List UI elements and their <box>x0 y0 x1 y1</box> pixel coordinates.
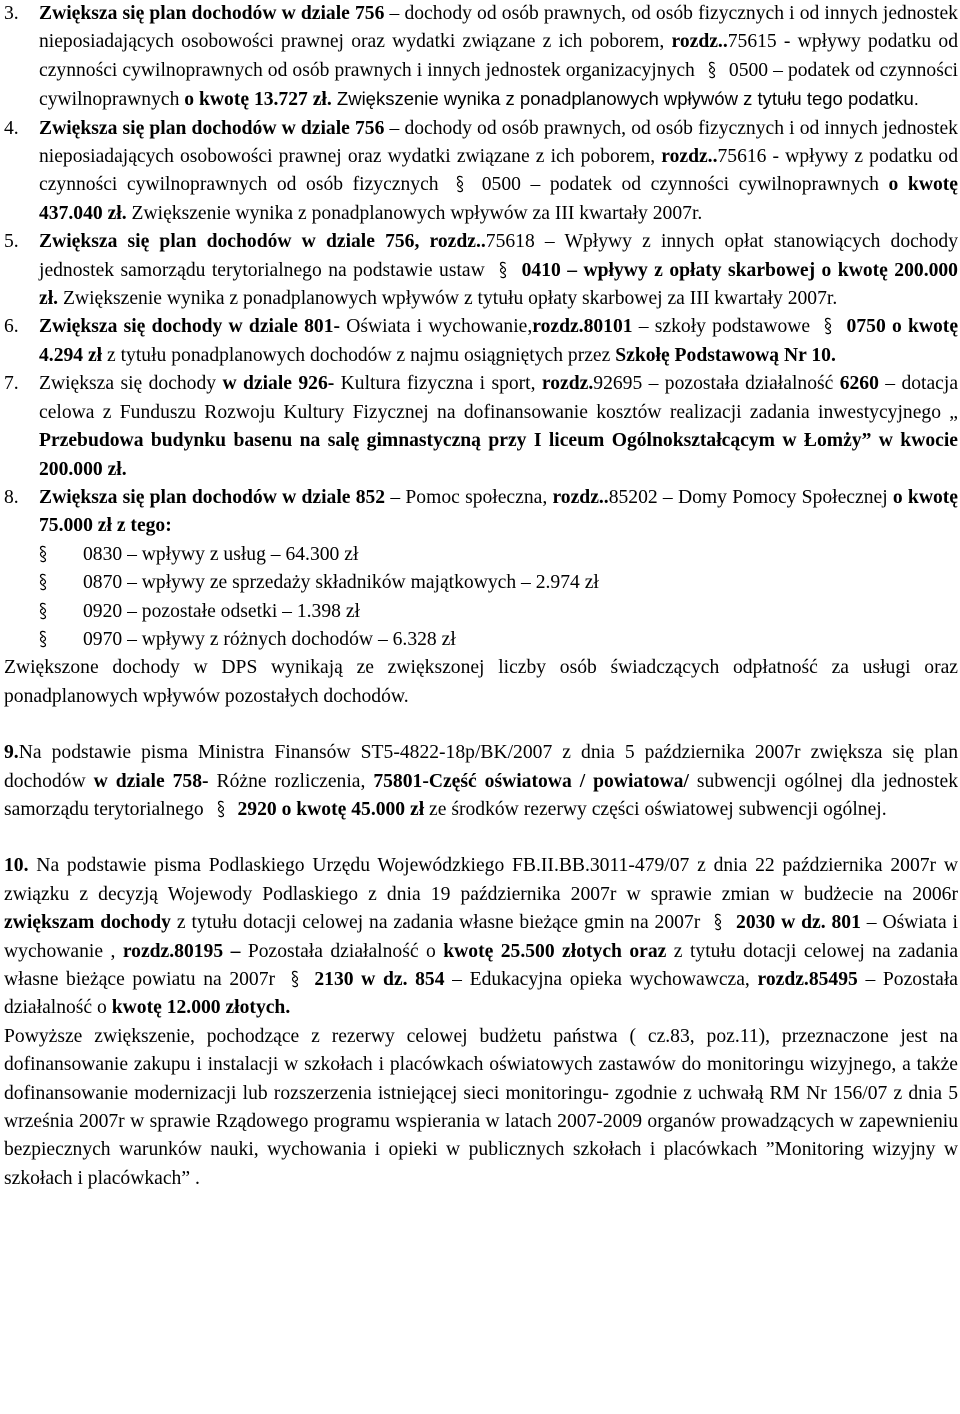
item-8 <box>4 484 958 541</box>
section-sign-icon <box>39 626 83 654</box>
paragraph-code: 2130 w dz. 854 <box>306 969 445 990</box>
item-text <box>39 228 958 313</box>
item-text <box>39 484 958 541</box>
amount: o kwotę 75.000 zł z tego: <box>39 486 958 537</box>
spacer <box>4 824 958 852</box>
item-number: 8. <box>4 486 19 508</box>
text-fragment: 85202 – Domy Pomocy Społecznej <box>608 486 893 508</box>
section-sign-icon <box>491 257 515 285</box>
text-fragment: 75615 - wpływy podatku od czynności cywilnoprawnych od osób prawnych i innych jednostek organizacyjnych <box>39 31 958 81</box>
section-sign-icon <box>39 598 83 626</box>
text-fragment: Różne rozliczenia, <box>208 770 374 792</box>
text-fragment: Oświata i wychowanie, <box>340 316 533 338</box>
item-number: 9. <box>4 742 19 764</box>
text-fragment: 75616 - wpływy z podatku od czynności cywilnoprawnych od osób fizycznych <box>39 146 958 196</box>
amount: o kwotę 13.727 zł. <box>184 89 332 111</box>
section-sign-icon <box>700 57 724 85</box>
amount: 2920 o kwotę 45.000 zł <box>232 798 425 820</box>
sub-item <box>39 626 958 654</box>
amount: o kwotę 437.040 zł. <box>39 174 958 224</box>
rozdz-label: rozdz.85495 <box>757 969 858 990</box>
section-sign-icon <box>209 796 233 824</box>
text-fragment: 75618 – Wpływy z innych opłat stanowiących dochody jednostek samorządu terytorialnego na podstawie ustaw <box>39 231 958 281</box>
text-fragment: 92695 – pozostała działalność <box>593 373 840 395</box>
sub-item <box>39 598 958 626</box>
item-text <box>39 0 958 115</box>
text-fragment: Kultura fizyczna i sport, <box>334 373 542 395</box>
text-fragment: z tytułu dotacji celowej na zadania własne bieżące powiatu na 2007r <box>4 940 959 990</box>
text-fragment: Na podstawie pisma Ministra Finansów ST5-4822-18p/BK/2007 z dnia 5 października 2007r zwiększa się plan dochodów <box>4 742 958 792</box>
rozdz-label: rozdz.80101 <box>532 316 633 338</box>
item-number: 5. <box>4 231 19 253</box>
emphasis: zwiększam dochody <box>4 912 171 934</box>
text-fragment: z tytułu dotacji celowej na zadania własne bieżące gmin na 2007r <box>170 912 707 934</box>
amount: kwotę 25.500 złotych oraz <box>443 940 667 962</box>
heading-bold: Zwiększa się plan dochodów w dziale 852 <box>39 486 386 508</box>
item-3 <box>4 0 958 115</box>
section-sign-icon <box>706 909 730 937</box>
text-fragment: – dochody od osób prawnych, od osób fizycznych i od innych jednostek nieposiadających osobowości prawnej oraz wydatki związane z ich poborem, <box>39 3 958 53</box>
heading-bold: Zwiększa się plan dochodów w dziale 756 <box>39 3 385 24</box>
item-number: 6. <box>4 316 19 338</box>
item-6 <box>4 313 958 370</box>
amount: 0410 – wpływy z opłaty skarbowej o kwotę 200.000 zł. <box>39 259 958 310</box>
text-fragment: Zwiększenie wynika z ponadplanowych wpływów z tytułu opłaty skarbowej za III kwartały 2007r. <box>58 288 838 310</box>
dzial-label: w dziale 926- <box>222 373 335 395</box>
school-name: Szkołę Podstawową Nr 10. <box>615 344 836 366</box>
text-fragment: 0500 – podatek od czynności cywilnoprawnych <box>472 174 889 196</box>
text-fragment: – dotacja celowa z Funduszu Rozwoju Kultury Fizycznej na dofinansowanie kosztów realizacji zadania inwestycyjnego „ <box>39 373 959 423</box>
monitoring-note: Powyższe zwiększenie, pochodzące z rezerwy celowej budżetu państwa ( cz.83, poz.11), przeznaczone jest na dofinansowanie zakupu i instalacji w szkołach i placówkach oświatowych zastawów do monitoringu wizyjnego, a także dofinansowanie modernizacji lub rozszerzenia istniejącej sieci monitoringu- zgodnie z uchwałą RM Nr 156/07 z dnia 5 września 2007r w sprawie Rządowego programu wspierania w latach 2007-2009 organów prowadzących w zapewnieniu bezpiecznych warunków nauki, wychowania i opieki w publicznych szkołach i placówkach ”Monitoring wizyjny w szkołach i placówkach” . <box>4 1025 958 1189</box>
text-fragment: – szkoły podstawowe <box>632 316 817 338</box>
rozdz-label: 75801-Część oświatowa / powiatowa/ <box>373 770 689 792</box>
text-fragment: – Pozostała działalność o <box>4 969 958 1019</box>
text-fragment: – Oświata i wychowanie , <box>4 912 958 962</box>
item-9 <box>4 739 958 824</box>
rozdz-label: rozdz. <box>541 373 594 395</box>
text-fragment: Zwiększenie wynika z ponadplanowych wpływów za III kwartały 2007r. <box>126 202 703 224</box>
rozdz-label: rozdz.. <box>552 486 609 508</box>
amount: kwotę 12.000 złotych. <box>111 997 291 1019</box>
heading-bold: Zwiększa się plan dochodów w dziale 756 <box>39 117 385 139</box>
item-text <box>39 313 958 370</box>
sub-item-text: 0970 – wpływy z różnych dochodów – 6.328 zł <box>83 628 456 650</box>
item-4 <box>4 115 958 229</box>
item-number: 7. <box>4 373 19 395</box>
section-sign-icon <box>283 966 307 994</box>
text-fragment: Zwiększenie wynika z ponadplanowych wpływów z tytułu tego podatku. <box>331 88 919 110</box>
heading-bold: Zwiększa się dochody w dziale 801- <box>39 316 341 338</box>
sub-item-text: 0830 – wpływy z usług – 64.300 zł <box>83 543 359 565</box>
section-sign-icon <box>39 541 83 569</box>
item-number: 4. <box>4 117 19 139</box>
text-fragment: – Edukacyjna opieka wychowawcza, <box>444 969 758 990</box>
text-fragment: Na podstawie pisma Podlaskiego Urzędu Wojewódzkiego FB.II.BB.3011-479/07 z dnia 22 października 2007r w związku z decyzją Wojewody Podlaskiego z dnia 19 października 2007r w sprawie zmian w budżecie na 2006r <box>4 855 958 905</box>
paragraph-code: 6260 <box>839 373 879 395</box>
item-7 <box>4 370 958 484</box>
sub-item-text: 0870 – wpływy ze sprzedaży składników majątkowych – 2.974 zł <box>83 572 599 594</box>
item-text <box>39 115 958 229</box>
item-5 <box>4 228 958 313</box>
paragraph-code: 2030 w dz. 801 <box>730 912 861 934</box>
text-fragment: Pozostała działalność o <box>240 940 444 962</box>
text-fragment: z tytułu ponadplanowych dochodów z najmu osiągniętych przez <box>102 344 616 366</box>
rozdz-label: rozdz.80195 – <box>122 940 241 962</box>
text-fragment: Zwiększa się dochody <box>39 373 223 395</box>
rozdz-label: rozdz.. <box>671 31 728 53</box>
text-fragment: – Pomoc społeczna, <box>385 486 553 508</box>
item-number: 10. <box>4 855 29 877</box>
sub-item-text: 0920 – pozostałe odsetki – 1.398 zł <box>83 600 360 622</box>
item-number: 3. <box>4 3 19 24</box>
spacer <box>4 711 958 739</box>
section-sign-icon <box>39 569 83 597</box>
text-fragment: 0500 – podatek od czynności cywilnoprawnych <box>39 59 958 111</box>
heading-bold: Zwiększa się plan dochodów w dziale 756, rozdz.. <box>39 231 486 253</box>
section-sign-icon <box>448 171 472 199</box>
text-fragment: – dochody od osób prawnych, od osób fizycznych i od innych jednostek nieposiadających osobowości prawnej oraz wydatki związane z ich poborem, <box>39 117 958 168</box>
text-fragment: subwencji ogólnej dla jednostek samorządu terytorialnego <box>4 770 958 820</box>
rozdz-label: rozdz.. <box>661 146 718 168</box>
amount: 0750 o kwotę 4.294 zł <box>39 316 959 366</box>
dps-note: Zwiększone dochody w DPS wynikają ze zwiększonej liczby osób świadczących odpłatność za usługi oraz ponadplanowych wpływów pozostałych dochodów. <box>4 657 958 707</box>
dzial-label: w dziale 758- <box>93 770 209 792</box>
item-10 <box>4 852 958 1022</box>
text-fragment: ze środków rezerwy części oświatowej subwencji ogólnej. <box>424 798 887 820</box>
sub-item <box>39 569 958 597</box>
item-text <box>39 370 958 484</box>
sub-item <box>39 541 958 569</box>
section-sign-icon <box>816 313 840 341</box>
task-name: Przebudowa budynku basenu na salę gimnastyczną przy I liceum Ogólnokształcącym w Łomży” w kwocie 200.000 zł. <box>39 430 958 480</box>
